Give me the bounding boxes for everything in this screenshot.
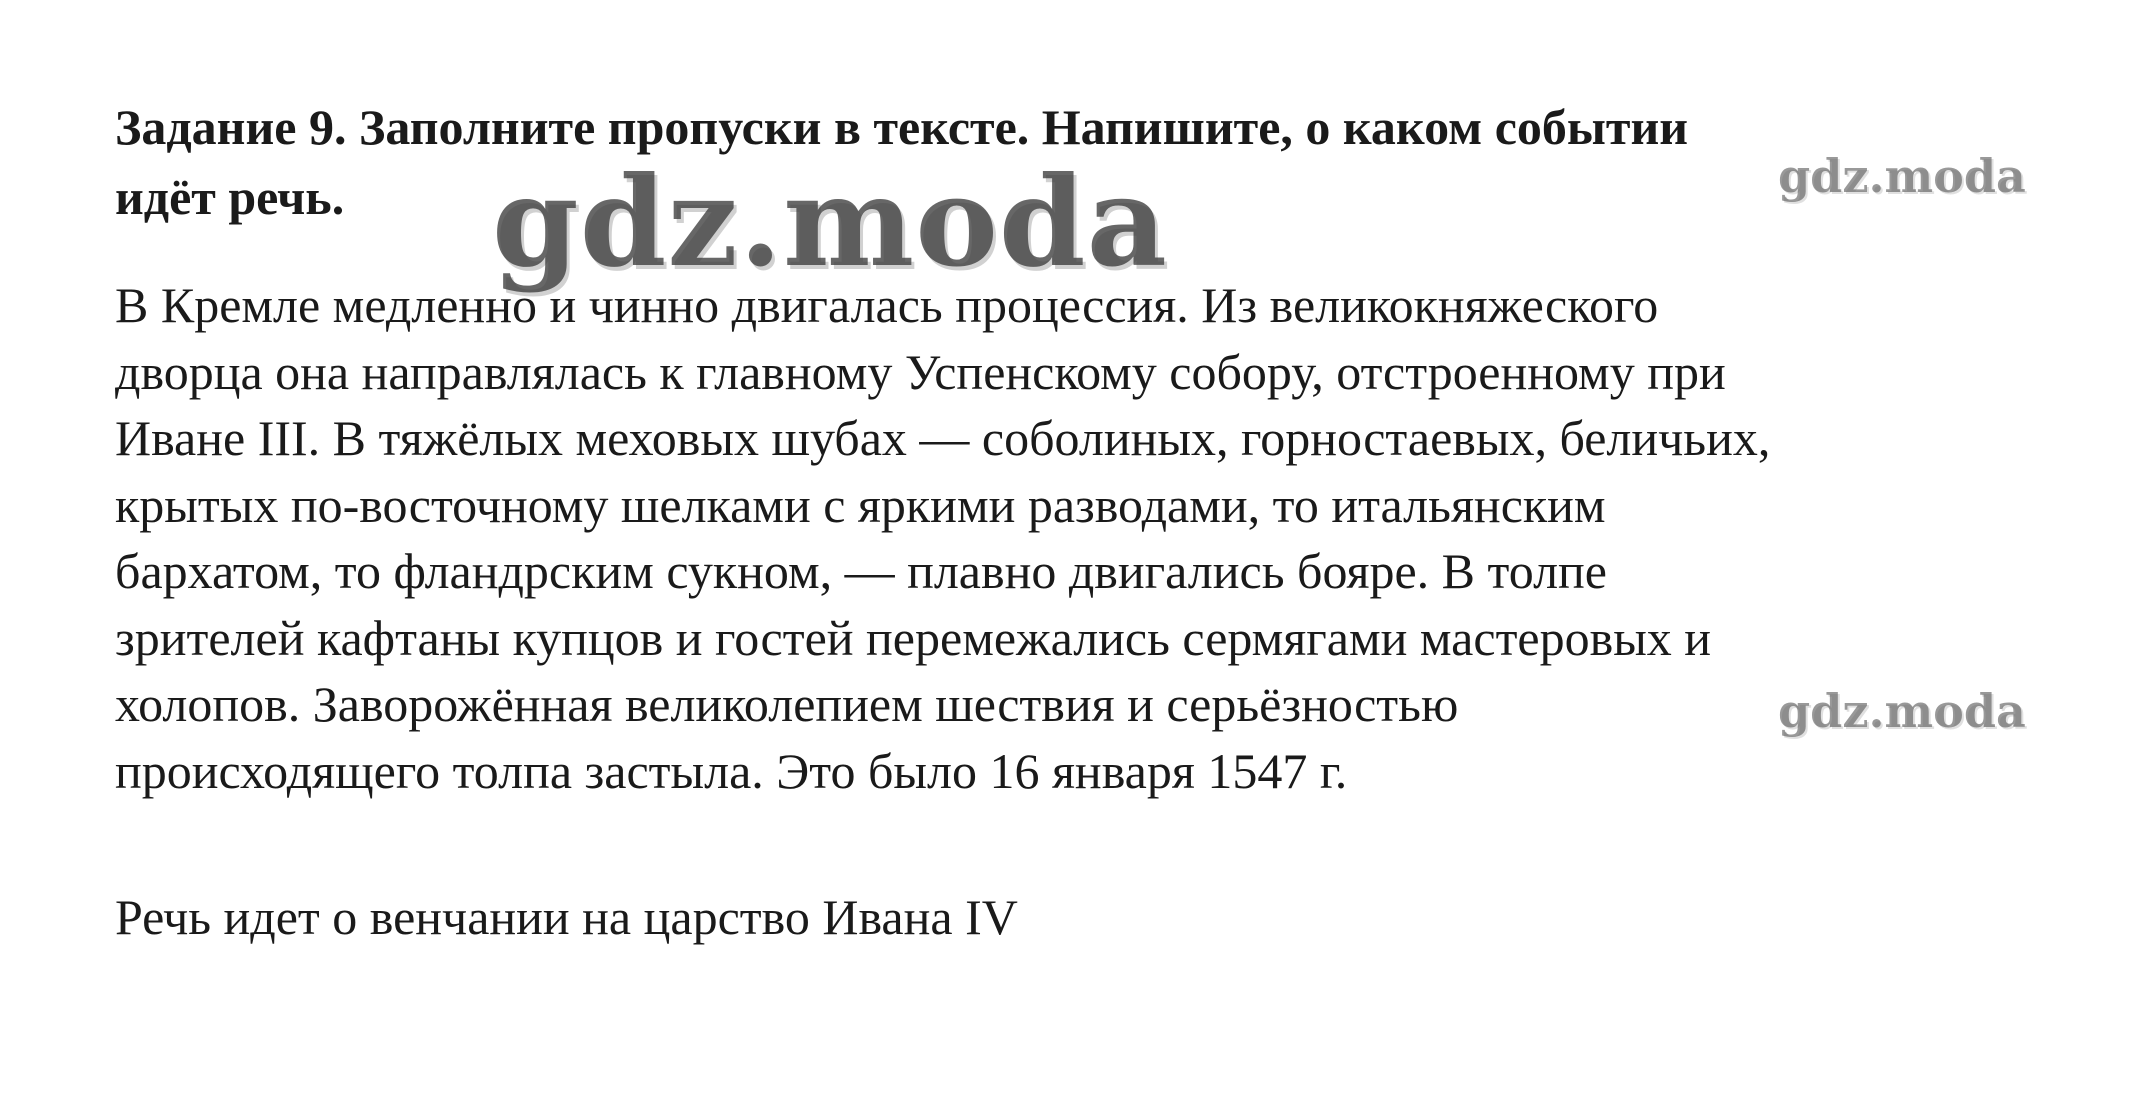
watermark-middle-right: gdz.moda (1778, 684, 2026, 738)
task-heading-line-2: идёт речь. (115, 169, 345, 225)
passage-line-7: холопов. Заворожённая великолепием шествия и серьёзностью (115, 676, 1459, 732)
passage-line-5: бархатом, то фландрским сукном, — плавно двигались бояре. В толпе (115, 543, 1607, 599)
task-passage (115, 272, 2115, 804)
answer-text: Речь идет о венчании на царство Ивана IV (115, 889, 1018, 945)
passage-line-6: зрителей кафтаны купцов и гостей перемежались сермягами мастеровых и (115, 609, 1712, 666)
passage-line-3: Иване III. В тяжёлых меховых шубах — соболиных, горностаевых, беличьих, (115, 410, 1771, 466)
passage-line-2: дворца она направлялась к главному Успенскому собору, отстроенному при (115, 343, 1726, 400)
passage-line-1: В Кремле медленно и чинно двигалась процессия. Из великокняжеского (115, 277, 1659, 333)
passage-line-8: происходящего толпа застыла. Это было 16 января 1547 г. (115, 742, 1348, 799)
passage-line-4: крытых по-восточному шелками с яркими разводами, то итальянским (115, 476, 1606, 533)
watermark-top-right: gdz.moda (1778, 149, 2026, 203)
task-heading (115, 92, 2065, 232)
task-heading-line-1: Задание 9. Заполните пропуски в тексте. Напишите, о каком событии (115, 99, 1689, 155)
watermark-large: gdz.moda (492, 150, 1168, 295)
